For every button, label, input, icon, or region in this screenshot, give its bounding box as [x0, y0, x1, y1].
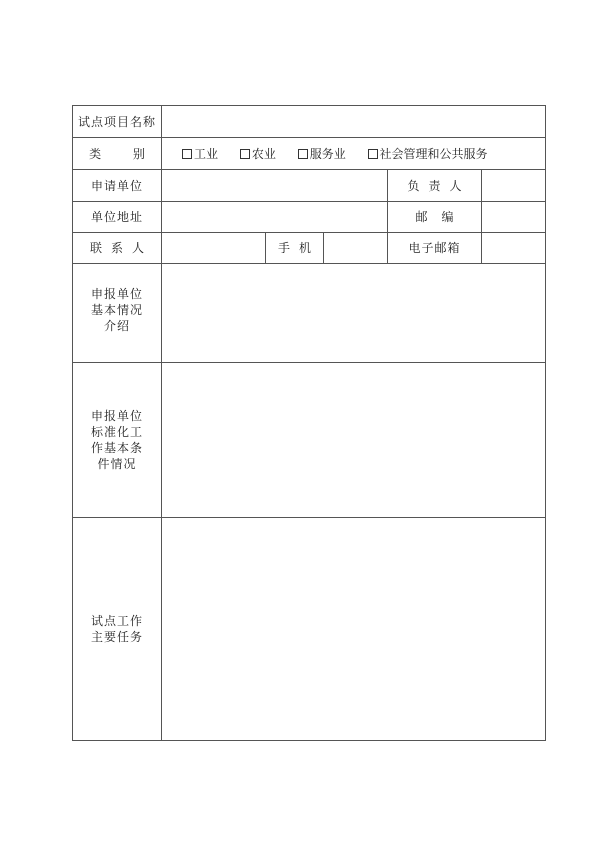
project-name-field[interactable] [162, 106, 546, 138]
applicant-field[interactable] [162, 170, 388, 202]
category-option-industry[interactable] [182, 146, 218, 162]
contact-field[interactable] [162, 233, 266, 264]
category-option-services[interactable] [298, 146, 346, 162]
checkbox-icon[interactable] [298, 149, 308, 159]
mobile-label: 手机 [266, 233, 324, 264]
standard-field[interactable] [162, 363, 546, 518]
checkbox-icon[interactable] [368, 149, 378, 159]
postcode-field[interactable] [482, 202, 546, 233]
application-form-table [72, 105, 546, 741]
checkbox-icon[interactable] [182, 149, 192, 159]
postcode-label: 邮编 [388, 202, 482, 233]
row-standard [73, 363, 546, 518]
row-intro [73, 264, 546, 363]
project-name-label: 试点项目名称 [73, 106, 162, 138]
applicant-label: 申请单位 [73, 170, 162, 202]
category-option-agriculture[interactable] [240, 146, 276, 162]
category-option-label: 服务业 [309, 146, 346, 161]
address-field[interactable] [162, 202, 388, 233]
category-label: 类 别 [73, 138, 162, 170]
category-option-label: 农业 [251, 146, 276, 161]
intro-label: 申报单位基本情况介绍 [73, 264, 162, 363]
tasks-label: 试点工作主要任务 [73, 518, 162, 741]
checkbox-icon[interactable] [240, 149, 250, 159]
row-contact [73, 233, 546, 264]
row-category [73, 138, 546, 170]
row-tasks [73, 518, 546, 741]
responsible-label: 负责人 [388, 170, 482, 202]
intro-field[interactable] [162, 264, 546, 363]
row-project-name [73, 106, 546, 138]
row-address [73, 202, 546, 233]
standard-label: 申报单位标准化工作基本条件情况 [73, 363, 162, 518]
category-options [162, 138, 546, 170]
email-label: 电子邮箱 [388, 233, 482, 264]
email-field[interactable] [482, 233, 546, 264]
category-option-public-services[interactable] [368, 146, 488, 162]
address-label: 单位地址 [73, 202, 162, 233]
row-applicant [73, 170, 546, 202]
category-option-label: 社会管理和公共服务 [379, 146, 488, 161]
contact-label: 联系人 [73, 233, 162, 264]
mobile-field[interactable] [324, 233, 388, 264]
category-option-label: 工业 [194, 146, 219, 161]
responsible-field[interactable] [482, 170, 546, 202]
tasks-field[interactable] [162, 518, 546, 741]
